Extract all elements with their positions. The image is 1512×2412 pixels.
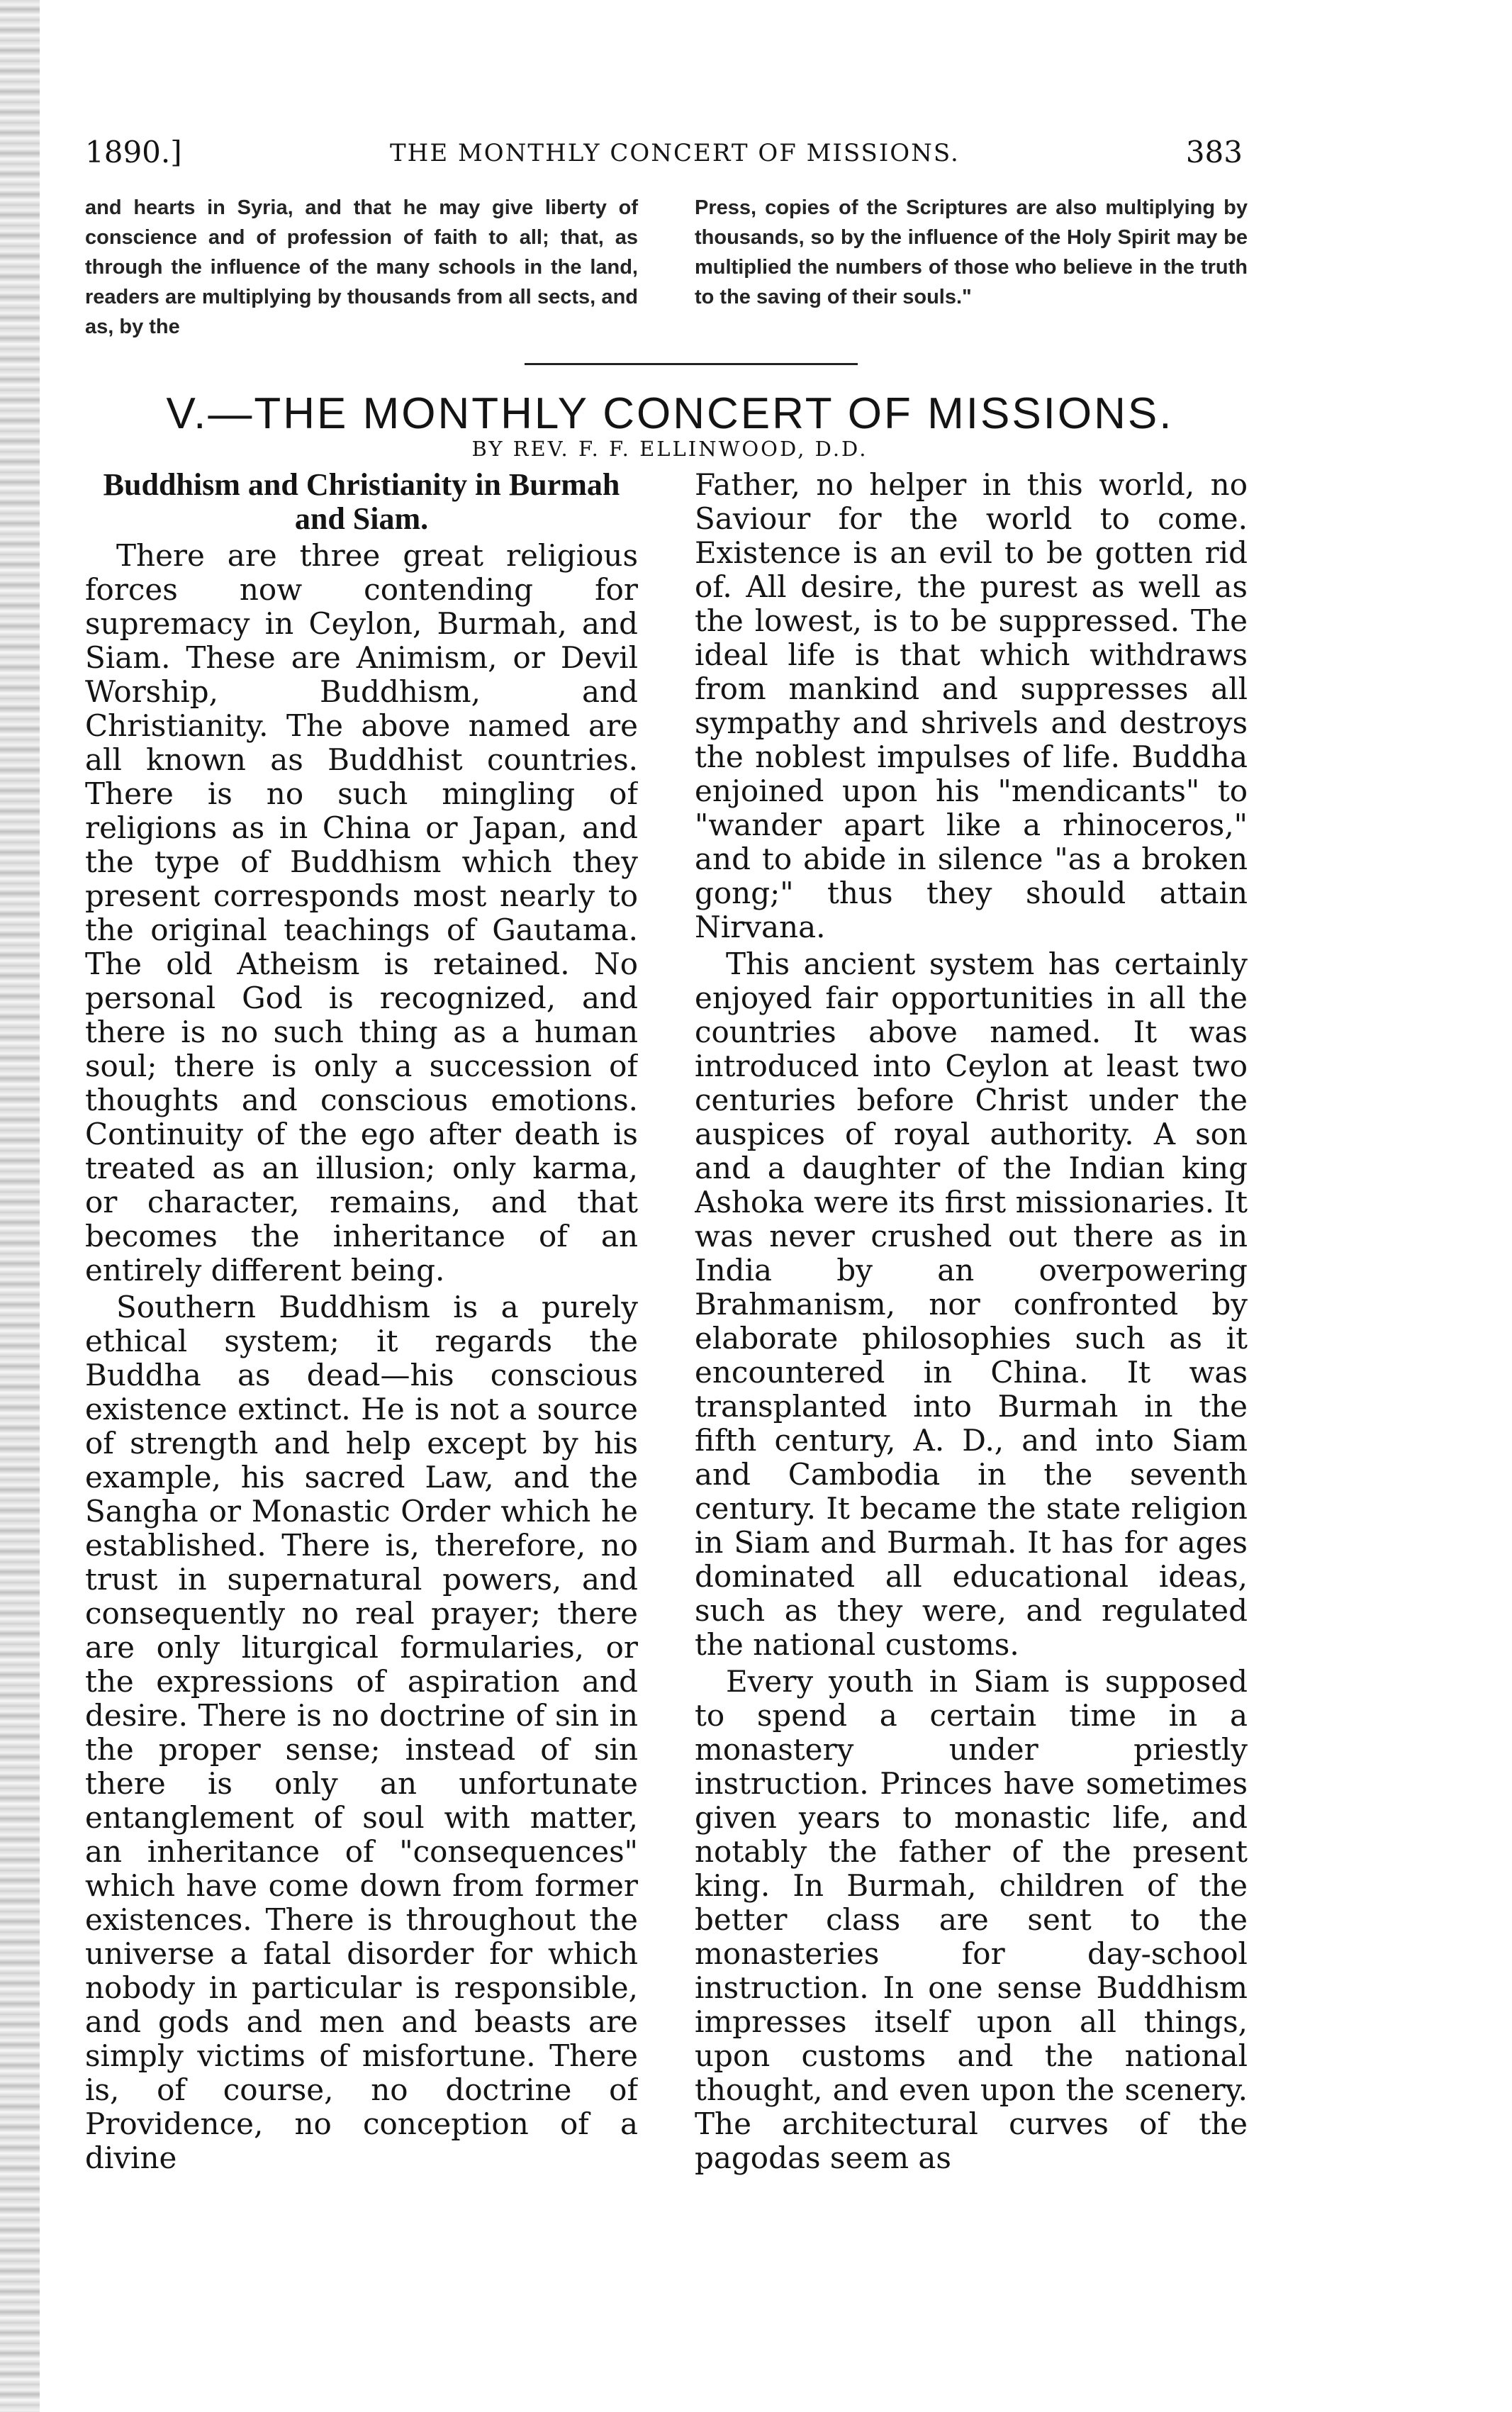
preceding-article-end (85, 193, 1255, 370)
running-head-title: THE MONTHLY CONCERT OF MISSIONS. (390, 139, 960, 167)
article-column-right (695, 468, 1248, 2382)
article-subheading: Buddhism and Christianity in Burmah and Siam. (103, 468, 620, 536)
section-divider-rule (525, 363, 858, 365)
paragraph: Southern Buddhism is a purely ethical system; it regards the Buddha as dead—his conscious existence extinct. He is not a source of strength and help except by his example, his sacred Law, and the Sangha or Monastic Order which he established. There is, therefore, no trust in supernatural powers, and consequently no real prayer; there are only liturgical formularies, or the expressions of aspiration and desire. There is no doctrine of sin in the proper sense; instead of sin there is only an unfortunate entanglement of soul with matter, an inheritance of "consequences" which have come down from former existences. There is throughout the universe a fatal disorder for which nobody in particular is responsible, and gods and men and beasts are simply victims of misfortune. There is, of course, no doctrine of Providence, no conception of a divine (85, 1290, 638, 2175)
paragraph: Father, no helper in this world, no Saviour for the world to come. Existence is an evil to be gotten rid of. All desire, the purest as well as the lowest, is to be suppressed. The ideal life is that which withdraws from mankind and suppresses all sympathy and shrivels and destroys the noblest impulses of life. Buddha enjoined upon his "mendicants" to "wander apart like a rhinoceros," and to abide in silence "as a broken gong;" thus they should attain Nirvana. (695, 468, 1248, 944)
author-byline: BY REV. F. F. ELLINWOOD, D.D. (471, 437, 868, 461)
section-heading: V.—THE MONTHLY CONCERT OF MISSIONS. (166, 389, 1174, 438)
preceding-text-right: Press, copies of the Scriptures are also multiplying by thousands, so by the influence of the Holy Spirit may be multiplied the numbers of those who believe in the truth to the saving of their souls." (695, 196, 1248, 308)
paragraph: This ancient system has certainly enjoyed fair opportunities in all the countries above named. It was introduced into Ceylon at least two centuries before Christ under the auspices of royal authority. A son and a daughter of the Indian king Ashoka were its first missionaries. It was never crushed out there as in India by an overpowering Brahmanism, nor confronted by elaborate philosophies such as it encountered in China. It was transplanted into Burmah in the fifth century, A. D., and into Siam and Cambodia in the seventh century. It became the state religion in Siam and Burmah. It has for ages dominated all educational ideas, such as they were, and regulated the national customs. (695, 947, 1248, 1662)
article-column-left (85, 468, 638, 2382)
paragraph: Every youth in Siam is supposed to spend a certain time in a monastery under priestly instruction. Princes have sometimes given years to monastic life, and notably the father of the present king. In Burmah, children of the better class are sent to the monasteries for day-school instruction. In one sense Buddhism impresses itself upon all things, upon customs and the national thought, and even upon the scenery. The architectural curves of the pagodas seem as (695, 1664, 1248, 2175)
preceding-text-left: and hearts in Syria, and that he may give liberty of conscience and of profession of faith to all; that, as through the influence of the many schools in the land, readers are multiplying by thousands from all sects, and as, by the (85, 196, 638, 338)
paragraph: There are three great religious forces now contending for supremacy in Ceylon, Burmah, and Siam. These are Animism, or Devil Worship, Buddhism, and Christianity. The above named are all known as Buddhist countries. There is no such mingling of religions as in China or Japan, and the type of Buddhism which they present corresponds most nearly to the original teachings of Gautama. The old Atheism is retained. No personal God is recognized, and there is no such thing as a human soul; there is only a succession of thoughts and conscious emotions. Continuity of the ego after death is treated as an illusion; only karma, or character, remains, and that becomes the inheritance of an entirely different being. (85, 538, 638, 1288)
running-head (85, 135, 1243, 172)
page-number: 383 (1185, 135, 1243, 169)
running-head-year: 1890.] (85, 135, 182, 169)
